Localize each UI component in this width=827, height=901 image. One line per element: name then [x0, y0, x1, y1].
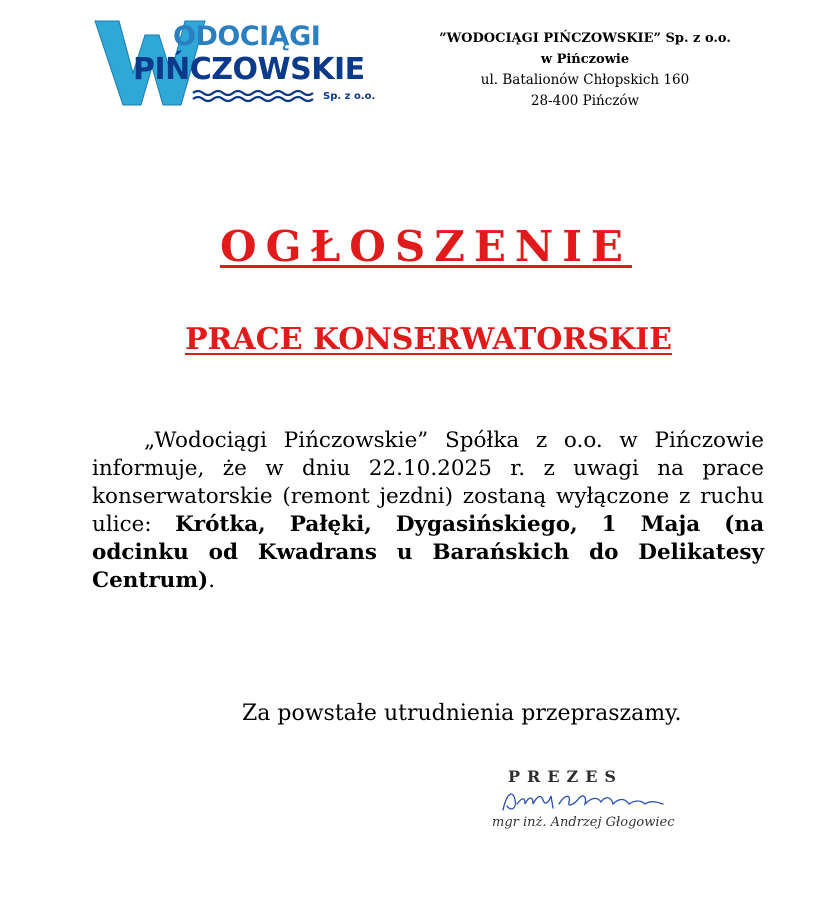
- logo-text-line3: Sp. z o.o.: [323, 91, 376, 102]
- company-postal: 28-400 Pińczów: [530, 93, 640, 109]
- company-city: w Pińczowie: [540, 52, 630, 67]
- company-header: [410, 28, 760, 112]
- company-logo: [93, 15, 393, 110]
- signature-role: PREZES: [508, 767, 623, 786]
- announcement-body: [92, 427, 764, 595]
- signer-name: mgr inż. Andrzej Głogowiec: [492, 815, 675, 830]
- logo-text-line2: PIŃCZOWSKIE: [133, 52, 365, 87]
- announcement-title: [0, 222, 827, 272]
- handwritten-signature: [495, 782, 675, 816]
- apology-text: Za powstałe utrudnienia przepraszamy.: [242, 701, 682, 726]
- company-name: ”WODOCIĄGI PIŃCZOWSKIE” Sp. z o.o.: [439, 31, 731, 46]
- company-street: ul. Batalionów Chłopskich 160: [480, 72, 690, 88]
- announcement-subtitle-text: PRACE KONSERWATORSKIE: [184, 322, 673, 357]
- logo-text-line1: ODOCIĄGI: [173, 21, 321, 52]
- announcement-subtitle: [0, 320, 827, 360]
- body-intro: „Wodociągi Pińczowskie” Spółka z o.o. w Pińczowie informuje, że w dniu 22.10.2025 r. z uwagi na prace konserwatorskie (remont jezdni) zostaną wyłączone z ruchu ulice:: [92, 428, 764, 537]
- announcement-title-text: OGŁOSZENIE: [220, 222, 632, 271]
- body-end: .: [208, 568, 216, 593]
- body-streets: Krótka, Pałęki, Dygasińskiego, 1 Maja (na odcinku od Kwadrans u Barańskich do Delikatesy Centrum): [92, 512, 764, 593]
